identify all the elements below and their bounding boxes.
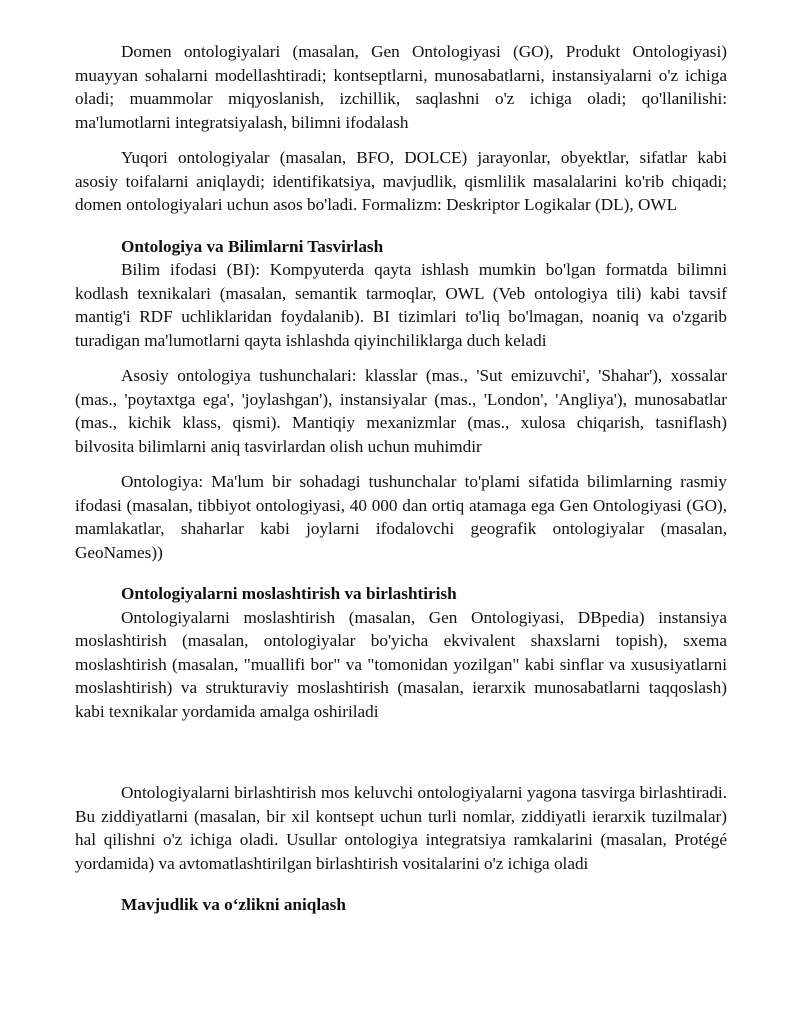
section-spacer [75, 564, 727, 582]
document-page [75, 40, 727, 917]
section-spacer [75, 875, 727, 893]
section-spacer [75, 217, 727, 235]
heading-existence-identity: Mavjudlik va o‘zlikni aniqlash [121, 895, 346, 914]
paragraph-spacer [75, 458, 727, 470]
paragraph-knowledge-representation: Bilim ifodasi (BI): Kompyuterda qayta ishlash mumkin bo'lgan formatda bilimni kodlash texnikalari (masalan, semantik tarmoqlar, OWL (Veb ontologiya tili) kabi tavsif mantig'i RDF uchliklaridan foydalanib). BI tizimlari to'liq bo'lmagan, noaniq va o'zgarib turadigan ma'lumotlarni qayta ishlashda qiyinchiliklarga duch keladi [75, 260, 727, 350]
paragraph-spacer-large [75, 723, 727, 781]
heading-ontology-knowledge-representation: Ontologiya va Bilimlarni Tasvirlash [121, 236, 384, 256]
paragraph-ontology-alignment: Ontologiyalarni moslashtirish (masalan, Gen Ontologiyasi, DBpedia) instansiya moslashtirish (masalan, ontologiyalar bo'yicha ekvivalent shaxslarni topish), sxema moslashtirish (masalan, "muallifi bor" va "tomonidan yozilgan" kabi sinflar va xususiyatlarni moslashtirish) va strukturaviy moslashtirish (masalan, ierarxik munosabatlarni taqqoslash) kabi texnikalar yordamida amalga oshiriladi [75, 607, 727, 721]
paragraph-domain-ontologies: Domen ontologiyalari (masalan, Gen Ontologiyasi (GO), Produkt Ontologiyasi) muayyan sohalarni modellashtiradi; kontseptlarni, munosabatlarni, instansiyalarni o'z ichiga oladi; muammolar miqyoslanish, izchillik, saqlashni o'z ichiga oladi; qo'llanilishi: ma'lumotlarni integratsiyalash, bilimni ifodalash [75, 42, 727, 132]
paragraph-ontology-merging: Ontologiyalarni birlashtirish mos keluvchi ontologiyalarni yagona tasvirga birlashtiradi. Bu ziddiyatlarni (masalan, bir xil kontsept uchun turli nomlar, ziddiyatli ierarxik tuzilmalar) hal qilishni o'z ichiga oladi. Usullar ontologiya integratsiya ramkalarini (masalan, Protégé yordamida) va avtomatlashtirilgan birlashtirish vositalarini o'z ichiga oladi [75, 783, 727, 873]
paragraph-spacer [75, 352, 727, 364]
paragraph-upper-ontologies: Yuqori ontologiyalar (masalan, BFO, DOLCE) jarayonlar, obyektlar, sifatlar kabi asosiy toifalarni aniqlaydi; identifikatsiya, mavjudlik, qismlilik masalalarini ko'rib chiqadi; domen ontologiyalari uchun asos bo'ladi. Formalizm: Deskriptor Logikalar (DL), OWL [75, 148, 727, 214]
paragraph-spacer [75, 134, 727, 146]
heading-ontology-alignment-merging: Ontologiyalarni moslashtirish va birlashtirish [121, 584, 457, 603]
paragraph-ontology-definition: Ontologiya: Ma'lum bir sohadagi tushunchalar to'plami sifatida bilimlarning rasmiy ifodasi (masalan, tibbiyot ontologiyasi, 40 000 dan ortiq atamaga ega Gen Ontologiyasi (GO), mamlakatlar, shaharlar kabi joylarni ifodalovchi geografik ontologiyalar (masalan, GeoNames)) [75, 472, 727, 562]
paragraph-core-concepts: Asosiy ontologiya tushunchalari: klasslar (mas., 'Sut emizuvchi', 'Shahar'), xossalar (mas., 'poytaxtga ega', 'joylashgan'), instansiyalar (mas., 'London', 'Angliya'), munosabatlar (mas., kichik klass, qismi). Mantiqiy mexanizmlar (mas., xulosa chiqarish, tasniflash) bilvosita bilimlarni aniq tasvirlardan olish uchun muhimdir [75, 366, 727, 456]
